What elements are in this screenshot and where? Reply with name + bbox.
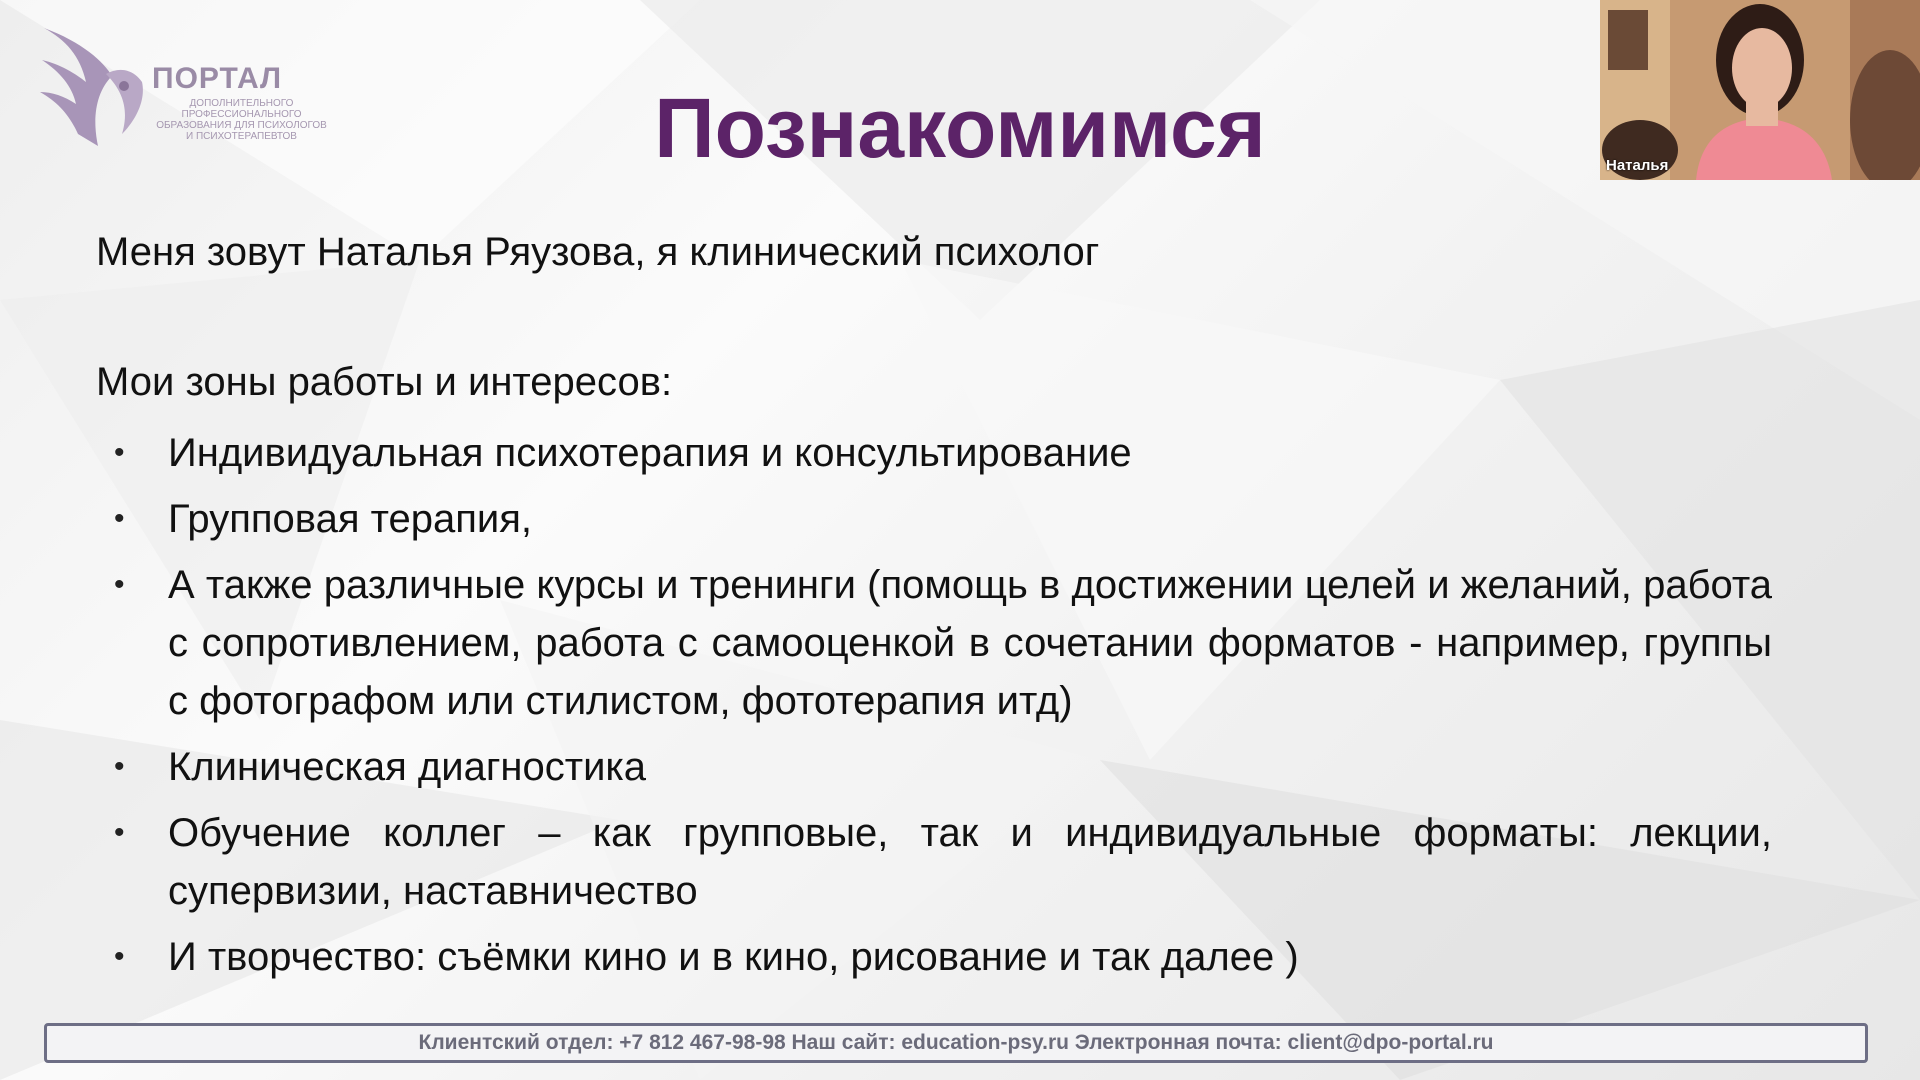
logo-title: ПОРТАЛ <box>152 62 283 95</box>
bullet-icon: • <box>114 750 125 783</box>
list-item <box>110 804 1772 920</box>
contact-footer-bar <box>44 1023 1868 1063</box>
bullet-icon: • <box>114 502 125 535</box>
list-item-text: Клиническая диагностика <box>168 745 647 789</box>
list-item-text: А также различные курсы и тренинги (помощь в достижении целей и желаний, работа с сопротивлением, работа с самооценкой в сочетании форматов - например, группы с фотографом или стилистом, фототерапия итд) <box>168 563 1772 723</box>
list-item <box>110 424 1772 482</box>
list-item <box>110 738 1772 796</box>
participant-video-image <box>1600 0 1920 180</box>
bullet-icon: • <box>114 816 125 849</box>
interests-heading: Мои зоны работы и интересов: <box>96 360 673 404</box>
list-item-text: Индивидуальная психотерапия и консультирование <box>168 431 1132 475</box>
bullet-icon: • <box>114 436 125 469</box>
list-item-text: И творчество: съёмки кино и в кино, рисование и так далее ) <box>168 935 1299 979</box>
interests-list <box>110 424 1772 994</box>
bullet-icon: • <box>114 940 125 973</box>
logo-subtitle: ДОПОЛНИТЕЛЬНОГО ПРОФЕССИОНАЛЬНОГО ОБРАЗОВАНИЯ ДЛЯ ПСИХОЛОГОВ И ПСИХОТЕРАПЕВТОВ <box>156 98 327 142</box>
participant-name-label: Наталья <box>1606 157 1669 174</box>
list-item <box>110 928 1772 986</box>
slide-title: Познакомимся <box>654 81 1266 175</box>
participant-video-tile[interactable] <box>1600 0 1920 180</box>
list-item <box>110 556 1772 730</box>
bullet-icon: • <box>114 568 125 601</box>
list-item-text: Обучение коллег – как групповые, так и индивидуальные форматы: лекции, супервизии, наставничество <box>168 811 1772 913</box>
list-item-text: Групповая терапия, <box>168 497 532 541</box>
contact-footer-text: Клиентский отдел: +7 812 467-98-98 Наш сайт: education-psy.ru Электронная почта: client@dpo-portal.ru <box>418 1031 1494 1054</box>
list-item <box>110 490 1772 548</box>
intro-text: Меня зовут Наталья Ряузова, я клинический психолог <box>96 230 1100 274</box>
